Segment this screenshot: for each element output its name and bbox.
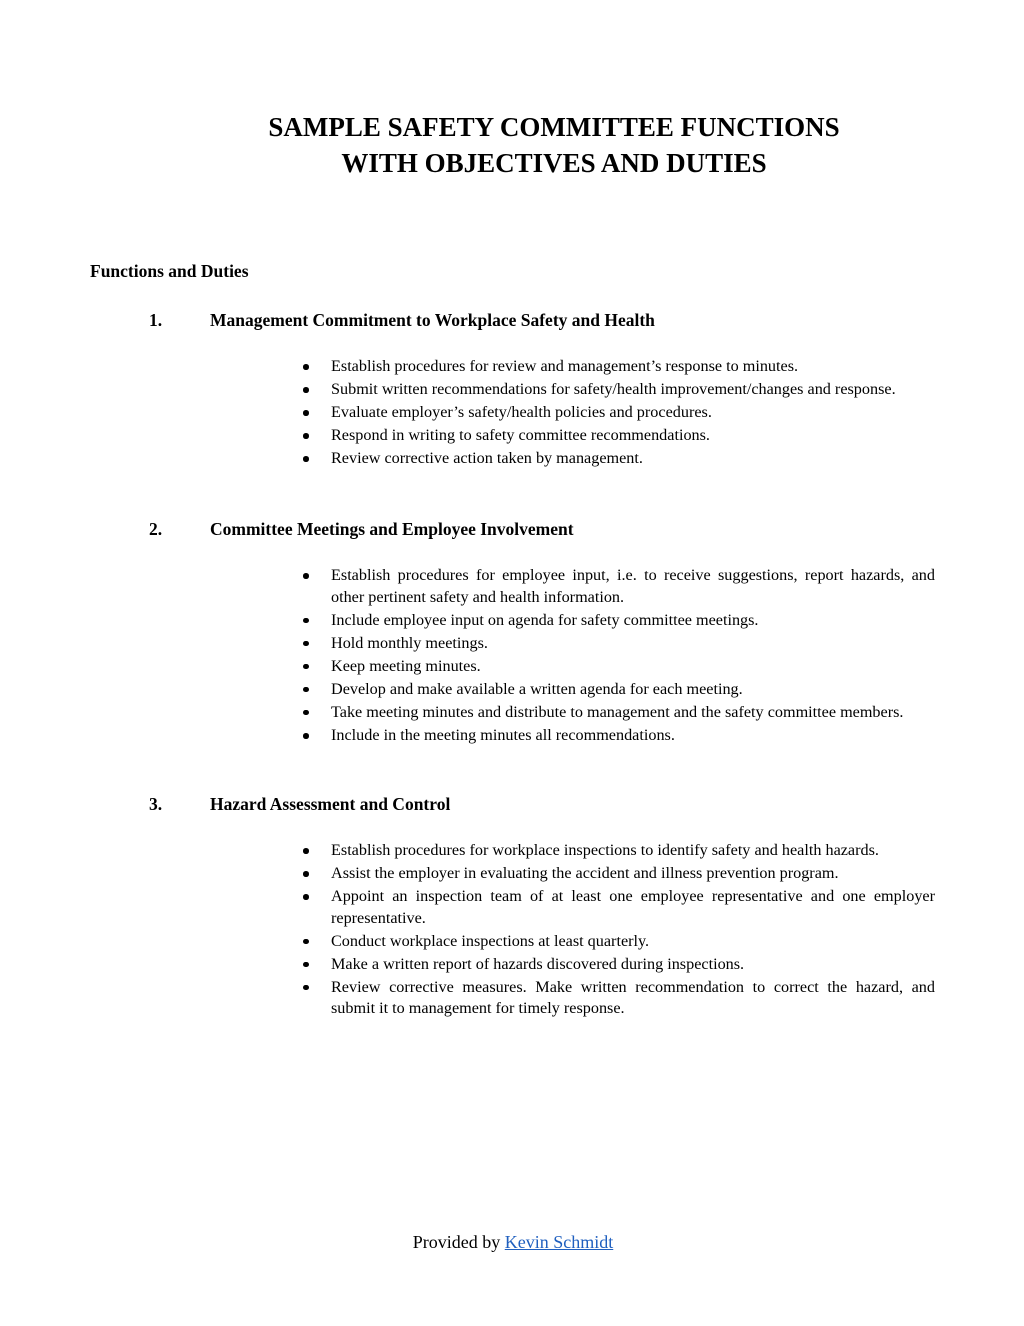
bullet-text: Develop and make available a written agenda for each meeting. (331, 679, 743, 698)
bullet-item (300, 425, 935, 447)
bullet-icon (303, 618, 309, 624)
title-line-1: SAMPLE SAFETY COMMITTEE FUNCTIONS (268, 112, 840, 142)
bullet-item (300, 840, 935, 862)
bullet-icon (303, 456, 309, 462)
bullet-icon (303, 733, 309, 739)
bullet-text: Review corrective action taken by management. (331, 449, 643, 468)
document-title (0, 109, 1024, 181)
bullet-icon (303, 364, 309, 370)
bullet-item (300, 565, 935, 608)
bullet-text: Assist the employer in evaluating the accident and illness prevention program. (331, 864, 839, 883)
bullet-text: Keep meeting minutes. (331, 656, 481, 675)
item-number: 3. (149, 794, 163, 814)
item-heading: Management Commitment to Workplace Safety and Health (210, 310, 655, 330)
bullet-text: Appoint an inspection team of at least one employee representative and one employer representative. (331, 887, 935, 927)
item-heading: Committee Meetings and Employee Involvement (210, 519, 574, 539)
item-number: 2. (149, 519, 163, 539)
bullet-item (300, 954, 935, 976)
bullet-item (300, 379, 935, 401)
bullet-text: Conduct workplace inspections at least quarterly. (331, 931, 650, 950)
section-heading: Functions and Duties (90, 261, 249, 281)
bullet-icon (303, 939, 309, 945)
bullet-text: Hold monthly meetings. (331, 633, 488, 652)
bullet-text: Establish procedures for employee input, i.e. to receive suggestions, report hazards, and other pertinent safety and health information. (331, 566, 935, 606)
bullet-item (300, 702, 935, 724)
bullet-icon (303, 710, 309, 716)
bullet-icon (303, 664, 309, 670)
bullet-item (300, 402, 935, 424)
bullet-icon (303, 410, 309, 416)
bullet-text: Submit written recommendations for safety/health improvement/changes and response. (331, 380, 896, 399)
bullet-item (300, 931, 935, 953)
item-number: 1. (149, 310, 163, 330)
bullet-list (300, 356, 935, 471)
bullet-list (300, 565, 935, 748)
bullet-icon (303, 641, 309, 647)
bullet-text: Evaluate employer’s safety/health policies and procedures. (331, 403, 712, 422)
bullet-text: Review corrective measures. Make written recommendation to correct the hazard, and submit it to management for timely response. (331, 977, 935, 1018)
bullet-text: Establish procedures for workplace inspections to identify safety and health hazards. (331, 841, 879, 859)
bullet-text: Establish procedures for review and management’s response to minutes. (331, 357, 799, 375)
bullet-text: Take meeting minutes and distribute to management and the safety committee members. (331, 702, 904, 721)
bullet-item (300, 356, 935, 378)
item-heading: Hazard Assessment and Control (210, 794, 451, 814)
title-line-2: WITH OBJECTIVES AND DUTIES (341, 148, 767, 178)
bullet-text: Respond in writing to safety committee recommendations. (331, 426, 710, 445)
bullet-list (300, 840, 935, 1022)
bullet-icon (303, 985, 309, 991)
bullet-item (300, 679, 935, 701)
bullet-item (300, 977, 935, 1020)
footer (0, 1230, 1024, 1254)
author-link[interactable]: Kevin Schmidt (504, 1232, 614, 1252)
bullet-item (300, 886, 935, 929)
bullet-icon (303, 433, 309, 439)
bullet-icon (303, 848, 309, 854)
bullet-icon (303, 962, 309, 968)
bullet-icon (303, 894, 309, 900)
bullet-text: Include in the meeting minutes all recommendations. (331, 726, 675, 745)
bullet-icon (303, 573, 309, 579)
bullet-text: Include employee input on agenda for safety committee meetings. (331, 610, 759, 629)
footer-prefix: Provided by (412, 1232, 501, 1252)
bullet-item (300, 633, 935, 655)
bullet-text: Make a written report of hazards discovered during inspections. (331, 954, 745, 973)
bullet-item (300, 448, 935, 470)
bullet-item (300, 656, 935, 678)
bullet-icon (303, 871, 309, 877)
bullet-icon (303, 687, 309, 693)
bullet-item (300, 610, 935, 632)
bullet-icon (303, 387, 309, 393)
bullet-item (300, 725, 935, 747)
bullet-item (300, 863, 935, 885)
